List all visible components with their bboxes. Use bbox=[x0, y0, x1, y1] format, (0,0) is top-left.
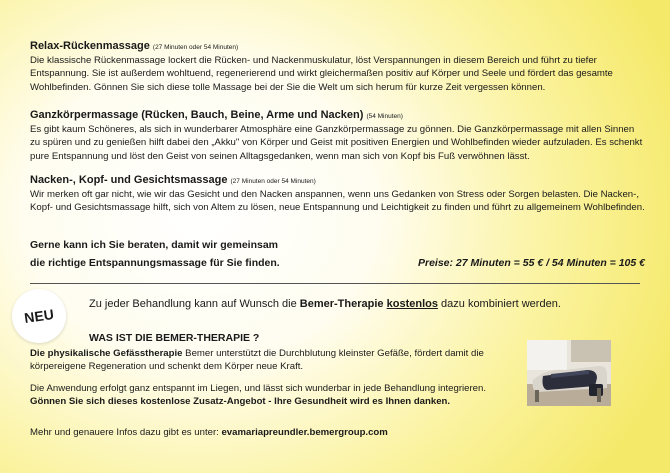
section-duration-note: (54 Minuten) bbox=[366, 113, 403, 120]
bemer-question-heading: WAS IST DIE BEMER-THERAPIE ? bbox=[89, 332, 260, 344]
cta-line-2: die richtige Entspannungsmassage für Sie finden. bbox=[30, 257, 280, 269]
bemer-mat-photo-icon bbox=[527, 340, 611, 406]
more-info-text: Mehr und genauere Infos dazu gibt es unter: bbox=[30, 427, 222, 438]
consultation-call-to-action bbox=[30, 236, 645, 272]
price-list: Preise: 27 Minuten = 55 € / 54 Minuten = 105 € bbox=[417, 257, 645, 269]
bemer-usage-highlight: Gönnen Sie sich dieses kostenlose Zusatz-Angebot - Ihre Gesundheit wird es Ihnen danken. bbox=[30, 396, 451, 407]
section-body: Die klassische Rückenmassage lockert die Rücken- und Nackenmuskulatur, löst Verspannungen in diesem Bereich und führt zu tiefer Entspannung. Sie ist außerdem wohltuend, regenerierend und wirkt gleichermaßen positiv auf Körper und Seele und fördert das gesamte Wohlbefinden. Gönnen Sie sich diese tolle Massage bei der Sie die Welt um sich herum für kurze Zeit vergessen können. bbox=[30, 55, 613, 93]
bemer-offer-line bbox=[89, 298, 561, 310]
more-info-link[interactable]: evamariapreundler.bemergroup.com bbox=[221, 427, 388, 438]
section-duration-note: (27 Minuten oder 54 Minuten) bbox=[230, 178, 316, 185]
cta-line-1: Gerne kann ich Sie beraten, damit wir gemeinsam bbox=[30, 239, 279, 251]
section-body: Wir merken oft gar nicht, wie wir das Gesicht und den Nacken anspannen, wenn uns Gedanken von Stress oder Sorgen belasten. Die Nacken-, Kopf- und Gesichtsmassage hilft, sich von Altem zu lösen, neue Entspannung und Leichtigkeit zu finden und führt zu allgemeinem Wohlbefinden. bbox=[30, 189, 645, 214]
section-neck-head-face-massage bbox=[30, 174, 645, 215]
bemer-description-lead: Die physikalische Gefässtherapie bbox=[30, 348, 183, 359]
bemer-description bbox=[30, 347, 510, 373]
section-duration-note: (27 Minuten oder 54 Minuten) bbox=[152, 44, 239, 51]
bemer-offer-text-end: dazu kombiniert werden. bbox=[441, 298, 561, 310]
bemer-mat-photo bbox=[527, 340, 611, 406]
section-relax-back-massage bbox=[30, 40, 645, 94]
more-info-line bbox=[30, 427, 388, 438]
divider bbox=[30, 283, 640, 284]
bemer-offer-text: Zu jeder Behandlung kann auf Wunsch die bbox=[89, 298, 297, 310]
bemer-description-text: Bemer unterstützt die Durchblutung kleinster Gefäße, fördert damit die körpereigene Regeneration und schenkt dem Körper neue Kraft. bbox=[30, 348, 484, 372]
bemer-therapy-label: Bemer-Therapie bbox=[299, 298, 384, 310]
bemer-usage-text: Die Anwendung erfolgt ganz entspannt im Liegen, und lässt sich wunderbar in jede Behandlung integrieren. bbox=[30, 383, 487, 394]
section-title: Nacken-, Kopf- und Gesichtsmassage bbox=[30, 174, 228, 186]
section-full-body-massage bbox=[30, 109, 645, 163]
section-body: Es gibt kaum Schöneres, als sich in wunderbarer Atmosphäre eine Ganzkörpermassage zu gönnen. Die Ganzkörpermassage mit allen Sinnen zu spüren und zu genießen hilft dabei den „Akku" von Körper und Geist mit positiven Energien und Wohlbefinden wieder aufzuladen. Es schenkt pure Entspannung und löst den Geist von seinen Alltagsgedanken, wenn man sich von Kopf bis Fuß verwöhnen lässt. bbox=[30, 124, 643, 162]
new-badge bbox=[9, 286, 70, 347]
section-title: Ganzkörpermassage (Rücken, Bauch, Beine, Arme und Nacken) bbox=[30, 109, 364, 121]
section-title: Relax-Rückenmassage bbox=[30, 40, 150, 52]
free-label: kostenlos bbox=[386, 298, 438, 310]
new-badge-label: NEU bbox=[23, 306, 55, 326]
